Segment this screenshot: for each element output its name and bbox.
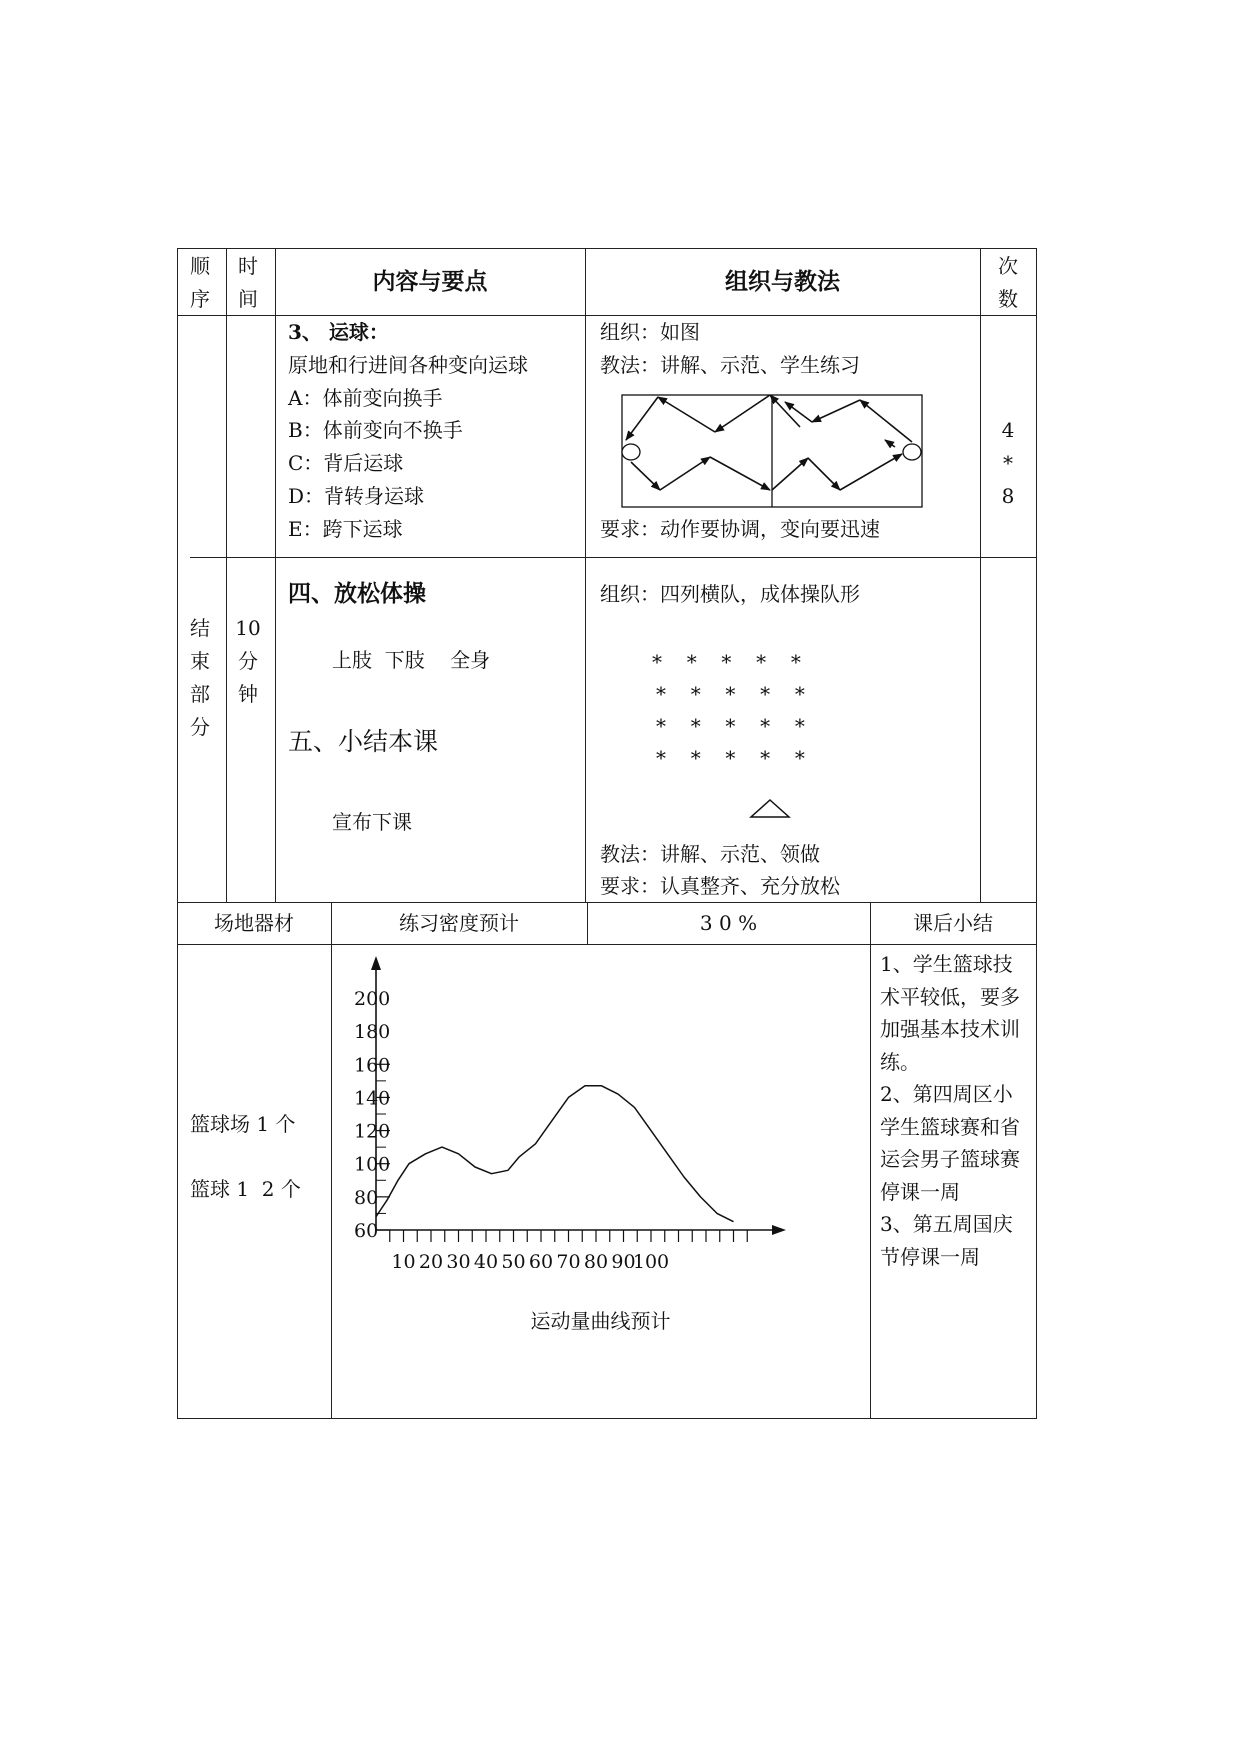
dribble-line: A：体前变向换手: [288, 386, 443, 410]
ending-time: 10 分 钟: [235, 616, 261, 706]
col-divider-1: [226, 248, 227, 902]
dribble-line: C：背后运球: [288, 451, 404, 475]
x-tick-label: 50: [501, 1251, 526, 1268]
row3-bottom-border: [177, 944, 1037, 945]
dribble-line: E：跨下运球: [288, 517, 403, 541]
ending-section-label: 结 束 部 分: [190, 616, 210, 739]
x-tick-label: 40: [473, 1251, 499, 1268]
formation-row: * * * * *: [656, 746, 809, 770]
dribble-line: 原地和行进间各种变向运球: [288, 353, 528, 377]
equipment-item: 篮球场 1 个: [190, 1112, 296, 1136]
y-axis-arrow-icon: [371, 956, 381, 970]
table-bottom-border: [177, 1418, 1037, 1419]
col-divider-2: [275, 248, 276, 902]
y-tick-label: 200: [354, 988, 391, 1010]
equipment-item: 篮球 1 2 个: [190, 1177, 301, 1201]
summary-title: 五、小结本课: [288, 727, 439, 756]
cone-right: [903, 444, 921, 460]
density-value: 3 0 %: [699, 911, 758, 935]
table-left-border: [177, 248, 178, 1418]
formation-row: * * * * *: [652, 650, 805, 674]
x-tick-label: 70: [556, 1251, 581, 1268]
relax-org: 组织：四列横队，成体操队形: [600, 582, 860, 606]
dismiss-text: 宣布下课: [332, 810, 412, 834]
row1-bottom-border: [190, 557, 1037, 558]
workload-chart: [340, 948, 800, 1268]
header-count: 次 数: [998, 254, 1018, 311]
workload-curve: [376, 1086, 734, 1222]
x-tick-label: 30: [446, 1251, 471, 1268]
dribble-line: D：背转身运球: [288, 484, 425, 508]
dribble-method: 教法：讲解、示范、学生练习: [600, 353, 860, 377]
header-order: 顺 序: [190, 254, 210, 311]
x-tick-label: 20: [418, 1251, 444, 1268]
y-tick-label: 60: [354, 1220, 379, 1242]
header-content: 内容与要点: [372, 268, 488, 295]
summary-item: 1、学生篮球技术平较低，要多加强基本技术训练。: [880, 952, 1020, 1074]
dribble-count: 4 * 8: [1001, 418, 1015, 508]
x-axis-arrow-icon: [772, 1225, 786, 1235]
dribble-route-diagram: [620, 392, 930, 512]
table-top-border: [177, 248, 1037, 249]
relax-title: 四、放松体操: [288, 580, 426, 607]
col-divider-5: [331, 902, 332, 1418]
y-tick-label: 120: [354, 1120, 391, 1143]
x-tick-label: 100: [632, 1251, 670, 1268]
dribble-title: 3、 运球：: [288, 320, 389, 344]
y-tick-label: 160: [354, 1054, 391, 1077]
teacher-triangle-icon: [748, 798, 792, 820]
row2-bottom-border: [177, 902, 1037, 903]
formation-row: * * * * *: [656, 714, 809, 738]
y-tick-label: 140: [354, 1087, 391, 1110]
x-tick-label: 10: [391, 1251, 416, 1268]
x-tick-label: 80: [583, 1251, 609, 1268]
x-tick-label: 90: [611, 1251, 636, 1268]
y-tick-label: 80: [354, 1186, 379, 1209]
route-arrows: [626, 395, 912, 490]
y-tick-label: 180: [354, 1021, 391, 1044]
header-time: 时 间: [238, 254, 258, 311]
venue-label: 场地器材: [214, 911, 294, 935]
relax-method: 教法：讲解、示范、领做: [600, 842, 820, 866]
cone-left: [622, 444, 640, 460]
col-divider-7: [870, 902, 871, 1418]
dribble-line: B：体前变向不换手: [288, 418, 463, 442]
summary-label: 课后小结: [913, 911, 993, 935]
density-label: 练习密度预计: [399, 911, 519, 935]
relax-parts: 上肢 下肢 全身: [332, 648, 491, 672]
x-tick-label: 60: [528, 1251, 554, 1268]
col-divider-4: [980, 248, 981, 902]
chart-caption: 运动量曲线预计: [530, 1309, 671, 1333]
header-organization: 组织与教法: [725, 268, 840, 295]
table-right-border: [1036, 248, 1037, 1418]
summary-item: 2、第四周区小学生篮球赛和省运会男子篮球赛停课一周: [880, 1082, 1020, 1204]
y-tick-label: 100: [354, 1153, 391, 1176]
dribble-org: 组织：如图: [600, 320, 700, 344]
formation-row: * * * * *: [656, 682, 809, 706]
col-divider-3: [585, 248, 586, 902]
dribble-requirement: 要求：动作要协调，变向要迅速: [600, 517, 880, 541]
relax-requirement: 要求：认真整齐、充分放松: [600, 874, 840, 898]
summary-item: 3、第五周国庆节停课一周: [880, 1212, 1013, 1269]
